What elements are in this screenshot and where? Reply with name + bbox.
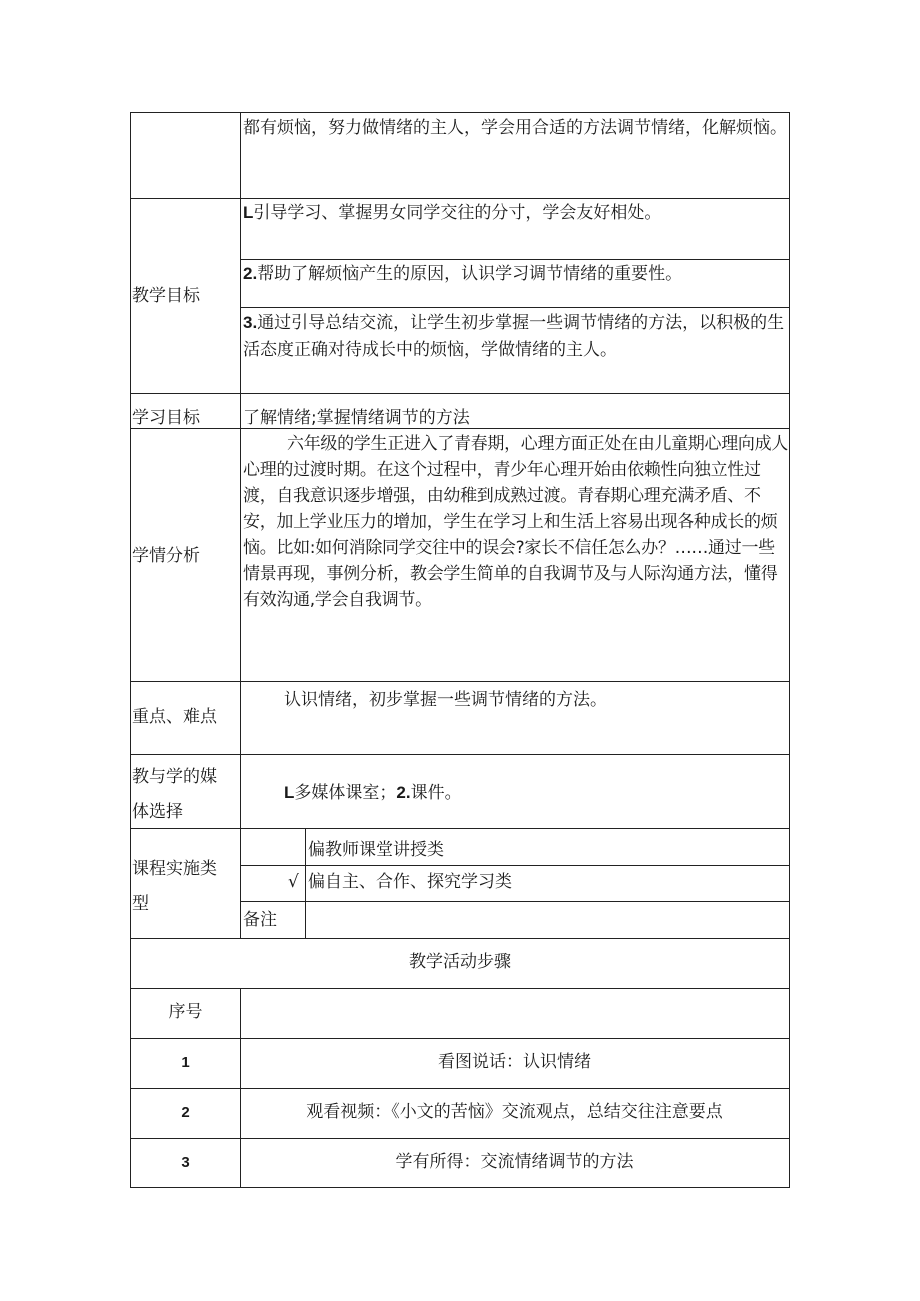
option-divider [240,901,789,902]
row-divider [131,988,789,989]
learning-goals-text: 了解情绪;掌握情绪调节的方法 [243,408,470,428]
row-divider [131,828,789,829]
step-number: 3 [181,1154,190,1171]
key-points-text: 认识情绪，初步掌握一些调节情绪的方法。 [284,690,607,710]
media-number: 2. [396,783,411,802]
row-divider [131,754,789,755]
teaching-goals-label: 教学目标 [132,286,200,306]
goal-number: L [243,203,254,222]
course-type-option-text: 偏教师课堂讲授类 [308,840,444,860]
objectives-continued: 都有烦恼，努力做情绪的主人，学会用合适的方法调节情绪，化解烦恼。 [243,118,787,138]
media-label-line2: 体选择 [132,802,183,822]
step-text: 观看视频：《小文的苦恼》交流观点，总结交往注意要点 [306,1102,723,1122]
media-text [284,779,462,807]
media-label-line1: 教与学的媒 [132,767,217,787]
media-number: L [284,783,295,802]
label-column-divider [240,113,241,938]
analysis-label: 学情分析 [132,546,200,566]
course-type-option-text: 偏自主、合作、探究学习类 [308,872,512,892]
goal-text: 通过引导总结交流，让学生初步掌握一些调节情绪的方法，以积极的生活态度正确对待成长中的烦恼，学做情绪的主人。 [243,313,785,360]
course-type-label-line1: 课程实施类 [132,859,217,879]
media-item: 多媒体课室； [294,783,397,803]
teaching-goal-2 [243,260,682,288]
media-item: 课件。 [410,783,462,803]
goal-number: 2. [243,264,258,283]
learning-goals-label: 学习目标 [132,408,200,428]
row-divider [131,1138,789,1139]
teaching-goal-1 [243,199,661,227]
course-type-check-mark: √ [288,872,299,892]
lesson-plan-table [130,112,790,1188]
step-number: 1 [181,1054,190,1071]
key-points-label: 重点、难点 [132,707,217,727]
steps-header-number: 序号 [168,1002,203,1022]
row-divider [131,1088,789,1089]
analysis-text: 六年级的学生正进入了青春期，心理方面正处在由儿童期心理向成人心理的过渡时期。在这个过程中，青少年心理开始由依赖性向独立性过渡，自我意识逐步增强，由幼稚到成熟过渡。青春期心理充满矛盾、不安，加上学业压力的增加，学生在学习上和生活上容易出现各种成长的烦恼。比如:如何消除同学交往中的误会?家长不信任怎么办？……通过一些情景再现，事例分析，教会学生简单的自我调节及与人际沟通方法，懂得有效沟通,学会自我调节。 [243,434,788,610]
steps-title: 教学活动步骤 [409,952,511,972]
course-type-mark-divider [305,828,306,938]
step-text: 学有所得：交流情绪调节的方法 [395,1152,634,1172]
step-number: 2 [181,1104,190,1121]
option-divider [240,865,789,866]
row-divider [131,393,789,394]
row-divider [131,1038,789,1039]
row-divider [131,681,789,682]
goal-divider [240,307,789,308]
step-text: 看图说话：认识情绪 [438,1052,591,1072]
goal-text: 引导学习、掌握男女同学交往的分寸，学会友好相处。 [253,203,662,223]
goal-text: 帮助了解烦恼产生的原因，认识学习调节情绪的重要性。 [257,264,683,284]
course-type-label-line2: 型 [132,894,149,914]
teaching-goal-3 [243,309,787,364]
remark-label: 备注 [243,910,277,930]
goal-number: 3. [243,313,258,332]
row-divider [131,938,789,939]
